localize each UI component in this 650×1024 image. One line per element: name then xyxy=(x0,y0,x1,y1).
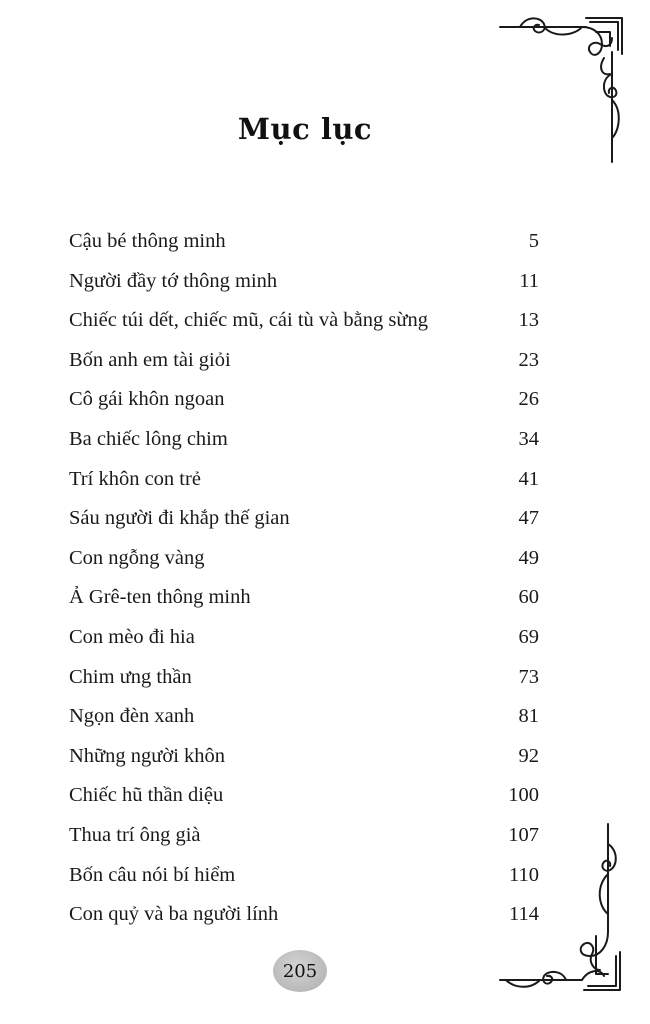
toc-entry xyxy=(69,578,539,618)
toc-entry xyxy=(69,222,539,262)
toc-entry-title: Con mèo đi hia xyxy=(69,625,195,648)
toc-entry-title: Chiếc túi dết, chiếc mũ, cái tù và bằng sừng xyxy=(69,309,428,332)
toc-entry-title: Bốn anh em tài giỏi xyxy=(69,348,231,371)
toc-entry xyxy=(69,301,539,341)
toc-entry xyxy=(69,460,539,500)
toc-entry-page: 92 xyxy=(518,744,539,767)
toc-entry-page: 41 xyxy=(518,467,539,490)
toc-entry-title: Chiếc hũ thần diệu xyxy=(69,784,224,807)
toc-entry-title: Người đầy tớ thông minh xyxy=(69,269,278,292)
toc-entry-page: 49 xyxy=(518,546,539,569)
toc-entry-title: Ngọn đèn xanh xyxy=(69,705,195,728)
toc-entry-title: Ả Grê-ten thông minh xyxy=(69,586,251,609)
toc-entry-title: Con quỷ và ba người lính xyxy=(69,903,279,926)
toc-entry-title: Con ngỗng vàng xyxy=(69,546,205,569)
toc-list xyxy=(69,222,539,935)
toc-entry-title: Chim ưng thần xyxy=(69,665,192,688)
toc-entry-page: 5 xyxy=(528,230,539,252)
toc-entry xyxy=(69,816,539,856)
toc-entry xyxy=(69,776,539,816)
toc-entry-page: 69 xyxy=(518,625,539,648)
toc-entry xyxy=(69,380,539,420)
toc-entry-title: Những người khôn xyxy=(69,744,226,767)
toc-entry-page: 107 xyxy=(508,823,539,846)
toc-entry-title: Trí khôn con trẻ xyxy=(69,467,201,490)
toc-entry-title: Bốn câu nói bí hiểm xyxy=(69,863,236,886)
toc-entry-title: Ba chiếc lông chim xyxy=(69,427,228,450)
toc-entry-page: 73 xyxy=(518,665,539,688)
toc-entry-page: 114 xyxy=(509,903,539,926)
toc-entry xyxy=(69,499,539,539)
toc-entry-page: 81 xyxy=(518,705,539,728)
toc-entry xyxy=(69,895,539,935)
toc-entry xyxy=(69,420,539,460)
toc-entry-title: Thua trí ông già xyxy=(69,823,201,846)
toc-entry-page: 11 xyxy=(519,269,539,292)
toc-entry-page: 110 xyxy=(509,863,539,886)
toc-entry-page: 60 xyxy=(518,586,539,609)
toc-entry xyxy=(69,856,539,896)
toc-entry-page: 34 xyxy=(518,427,539,450)
corner-flourish-bottom-right-icon xyxy=(496,820,628,1000)
toc-entry-title: Cô gái khôn ngoan xyxy=(69,388,225,411)
toc-entry xyxy=(69,262,539,302)
toc-entry-page: 47 xyxy=(518,507,539,530)
toc-entry xyxy=(69,618,539,658)
toc-entry xyxy=(69,737,539,777)
toc-entry xyxy=(69,539,539,579)
toc-entry xyxy=(69,341,539,381)
toc-entry xyxy=(69,697,539,737)
page-title: Mục lục xyxy=(237,112,373,146)
toc-entry-page: 13 xyxy=(518,309,539,332)
toc-entry-page: 26 xyxy=(518,388,539,411)
toc-entry-title: Cậu bé thông minh xyxy=(69,230,226,252)
toc-entry-page: 23 xyxy=(518,348,539,371)
toc-entry xyxy=(69,658,539,698)
page-number: 205 xyxy=(273,950,327,992)
toc-entry-page: 100 xyxy=(508,784,539,807)
toc-entry-title: Sáu người đi khắp thế gian xyxy=(69,507,290,530)
